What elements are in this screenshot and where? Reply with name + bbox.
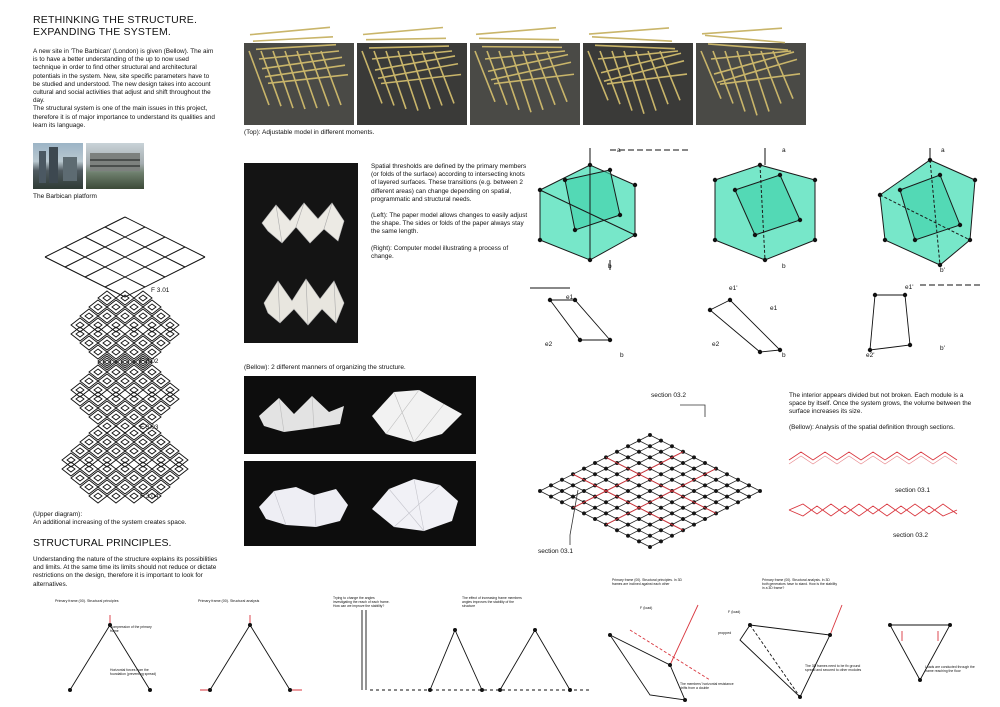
intro-text: A new site in 'The Barbican' (London) is given (Bellow). The aim is to have a better understanding of the up to now used technique in order to find other structural and architectural potentials in the system. New, site specific parameters have to be studied and understood. The new design takes into account cultural and social activities that adjust and shift throughout the day. The structural system is one of the main issues in this project, therefore it is of major importance to understand its qualities and learn its language. (33, 48, 215, 129)
bellow-caption: (Bellow): 2 different manners of organizing the structure. (244, 364, 406, 371)
pt-a-1: a (617, 147, 621, 154)
computer-model-diagrams (530, 140, 990, 370)
structural-diagrams (30, 595, 990, 703)
pt-e1-2: e1 (770, 305, 778, 312)
pt-e2-1: e2 (545, 341, 553, 348)
model-1 (540, 165, 635, 260)
fig-label-f302: F 3.02 (140, 358, 159, 365)
d1-note1: Compression of the primary frame (110, 625, 152, 633)
pt-e2p-3: e2' (866, 352, 875, 359)
pt-b-2: b (782, 263, 786, 270)
diagram-f303 (30, 355, 220, 435)
fig-label-f301: F 3.01 (151, 287, 170, 294)
section-grid-diagram (540, 395, 790, 565)
d6-note: The 3D frames need to be fix ground spread and secured to other modules (805, 664, 862, 672)
interior-text: The interior appears divided but not broken. Each module is a space by itself. Once the system grows, the volume between the surface increases its size. (Bellow): Analysis of the spatial definition through sections. (789, 392, 972, 431)
section-label-032: section 03.2 (651, 392, 687, 399)
d6-title: Primary frame (00). Structural analysis. In 3D both generators have to stand. How is the stability in a 3D frame? (762, 578, 838, 590)
pt-b-4: b (620, 352, 624, 359)
pt-b-prime-3: b' (940, 267, 945, 274)
d7-note: Loads are conducted through the frame reaching the floor (925, 665, 975, 673)
pt-a-2: a (782, 147, 786, 154)
d3-title: Trying to change the angles investigating the reach of each frame. How can we improve the stability? (333, 596, 390, 608)
section-label-031-right: section 03.1 (895, 487, 931, 494)
pt-b-5: b (782, 352, 786, 359)
pt-a-3: a (941, 147, 945, 154)
structure-photo-2 (244, 461, 476, 546)
section-zigzags (789, 448, 969, 528)
paper-model-photo (244, 163, 358, 343)
upper-diagram-caption: (Upper diagram): An additional increasing of the system creates space. (33, 511, 187, 526)
section-label-031: section 03.1 (538, 548, 574, 555)
model-3 (880, 160, 975, 265)
d5-note: The members' horizontal resistance drifts from a double (680, 682, 734, 690)
force-label-d6: F (load) (728, 610, 741, 614)
d1-title: Primary frame (00). Structural principles (55, 599, 119, 603)
force-label-d5: F (load) (640, 606, 653, 610)
d1-note2: Horizontal forces from the foundation (preventing spread) (110, 668, 157, 676)
d4-title: The effect of increasing frame members angles improves the stability of the structure (462, 596, 522, 608)
structural-text: Understanding the nature of the structure explains its possibilities and limits. At the same time its limits should not reduce or dictate restrictions on the design, therefore it is important to look for alternatives. (33, 556, 218, 588)
pt-bp-6: b' (940, 345, 945, 352)
barbican-photo-1 (33, 143, 83, 189)
diagram-f301 (30, 212, 220, 297)
spatial-text: Spatial thresholds are defined by the primary members (or folds of the surface) according to intersecting knots of layered surfaces. These transitions (e.g. between 2 different areas) can change depending on spatial, programmatic and structural needs. (Left): The paper model allows changes to easily adjust the shape. The sides or folds of the paper always stay the same length. (Right): Computer model illustrating a process of change. (371, 163, 528, 260)
structure-photo-1 (244, 376, 476, 454)
structural-heading: STRUCTURAL PRINCIPLES. (33, 537, 172, 549)
model-photo-strip (244, 43, 807, 125)
pt-e1p-3: e1' (905, 284, 914, 291)
model-2 (715, 165, 815, 260)
pt-b-1: b (608, 263, 612, 270)
d2-title: Primary frame (00). Structural analysis (198, 599, 260, 603)
pt-e1p-2: e1' (729, 285, 738, 292)
d5-title: Primary frame (00). Structural principles. In 3D frames are inclined against each other (612, 578, 682, 586)
page-title: RETHINKING THE STRUCTURE. EXPANDING THE SYSTEM. (33, 14, 198, 38)
diagram-f304 (30, 425, 220, 510)
section-label-032-right: section 03.2 (893, 532, 929, 539)
fig-label-f303: F 3.03 (140, 424, 159, 431)
top-caption: (Top): Adjustable model in different moments. (244, 129, 375, 136)
pt-e2-2: e2 (712, 341, 720, 348)
fig-label-f304: F 3.04 (140, 493, 159, 500)
pt-e1-1: e1 (566, 294, 574, 301)
barbican-caption: The Barbican platform (33, 193, 97, 200)
propped-label: propped (718, 631, 732, 635)
barbican-photo-2 (86, 143, 144, 189)
